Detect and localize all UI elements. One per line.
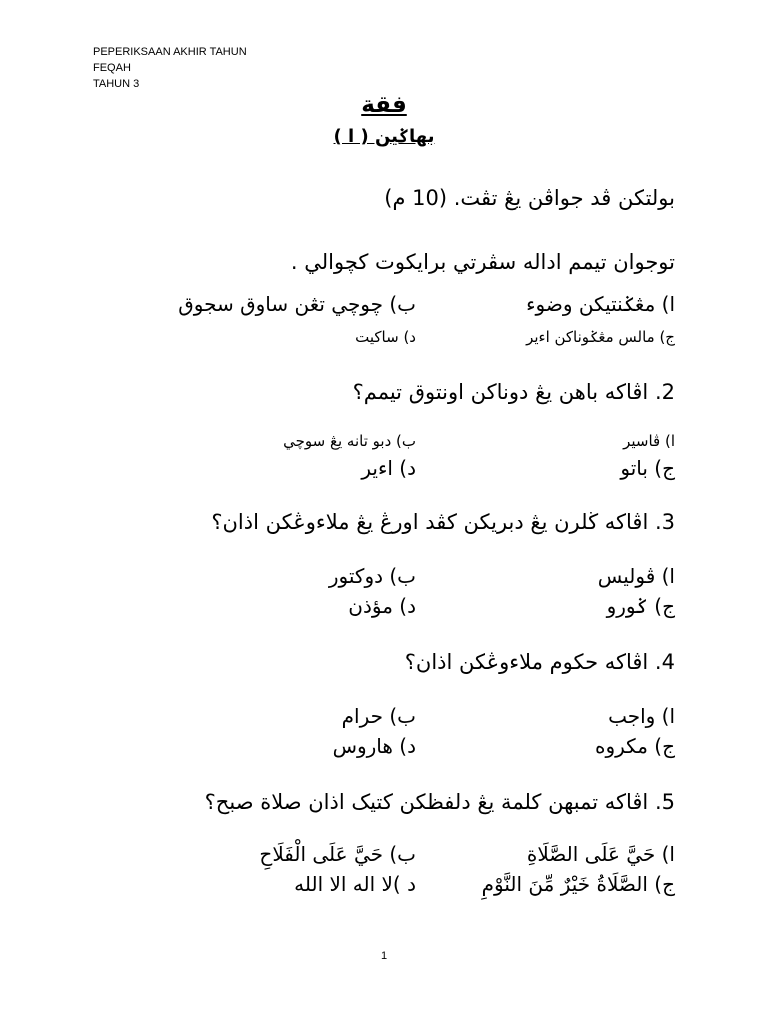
header-subject: FEQAH	[93, 62, 131, 74]
page-number: 1	[380, 950, 388, 962]
question-1-text: توجوان تيمم اداله سڤرتي برايكوت كچوالي .	[290, 250, 675, 274]
question-4-option-d: د) هاروس	[332, 734, 416, 758]
question-1-option-c: ج) مالس مڠݢوناكن اءير	[526, 328, 675, 346]
question-2-option-c: ج) باتو	[620, 456, 675, 480]
question-3-option-b: ب) دوكتور	[328, 564, 416, 588]
question-1-option-d: د) ساكيت	[355, 328, 416, 346]
section-title: بهاݢين ( ا )	[333, 126, 435, 147]
question-1-option-b: ب) چوچي تڠن ساوق سجوق	[178, 292, 416, 316]
question-3-option-c: ج) ݢورو	[606, 594, 675, 618]
question-2-option-a: ا) ڤاسير	[623, 432, 675, 450]
question-4-option-c: ج) مكروه	[595, 734, 675, 758]
question-2-option-b: ب) دبو تانه يڠ سوچي	[283, 432, 416, 450]
question-4-option-b: ب) حرام	[341, 704, 416, 728]
instruction-text: بولتكن ڤد جواڤن يڠ تڤت. (10 م)	[384, 186, 675, 210]
question-5-option-b: ب) حَيَّ عَلَى الْفَلَاحِ	[259, 842, 416, 866]
header-grade: TAHUN 3	[93, 78, 140, 90]
question-4-text: 4. اڤاكه حكوم ملاءوڠكن اذان؟	[404, 650, 675, 674]
document-header	[93, 44, 247, 92]
page-title: فقة	[361, 92, 407, 118]
question-3-text: 3. اڤاكه ڬلرن يڠ دبريكن كڤد اورڠ يڠ ملاءوڠكن اذان؟	[211, 510, 675, 534]
question-4-option-a: ا) واجب	[608, 704, 675, 728]
question-2-option-d: د) اءير	[361, 456, 416, 480]
question-5-option-a: ا) حَيَّ عَلَى الصَّلَاةِ	[526, 842, 675, 866]
question-5-option-c: ج) الصَّلَاةُ خَيْرٌ مِّنَ النَّوْمِ	[481, 872, 675, 896]
question-2-text: 2. اڤاكه باهن يڠ دوناكن اونتوق تيمم؟	[352, 380, 675, 404]
question-3-option-d: د) مؤذن	[348, 594, 416, 618]
question-5-text: 5. اڤاكه تمبهن كلمة يڠ دلفظكن كتيک اذان صلاة صبح؟	[204, 790, 675, 814]
header-exam-name: PEPERIKSAAN AKHIR TAHUN	[93, 46, 247, 58]
question-3-option-a: ا) ڤوليس	[597, 564, 675, 588]
question-1-option-a: ا) مڠݢنتيكن وضوء	[526, 292, 675, 316]
question-5-option-d: د )لا اله الا الله	[294, 872, 416, 896]
